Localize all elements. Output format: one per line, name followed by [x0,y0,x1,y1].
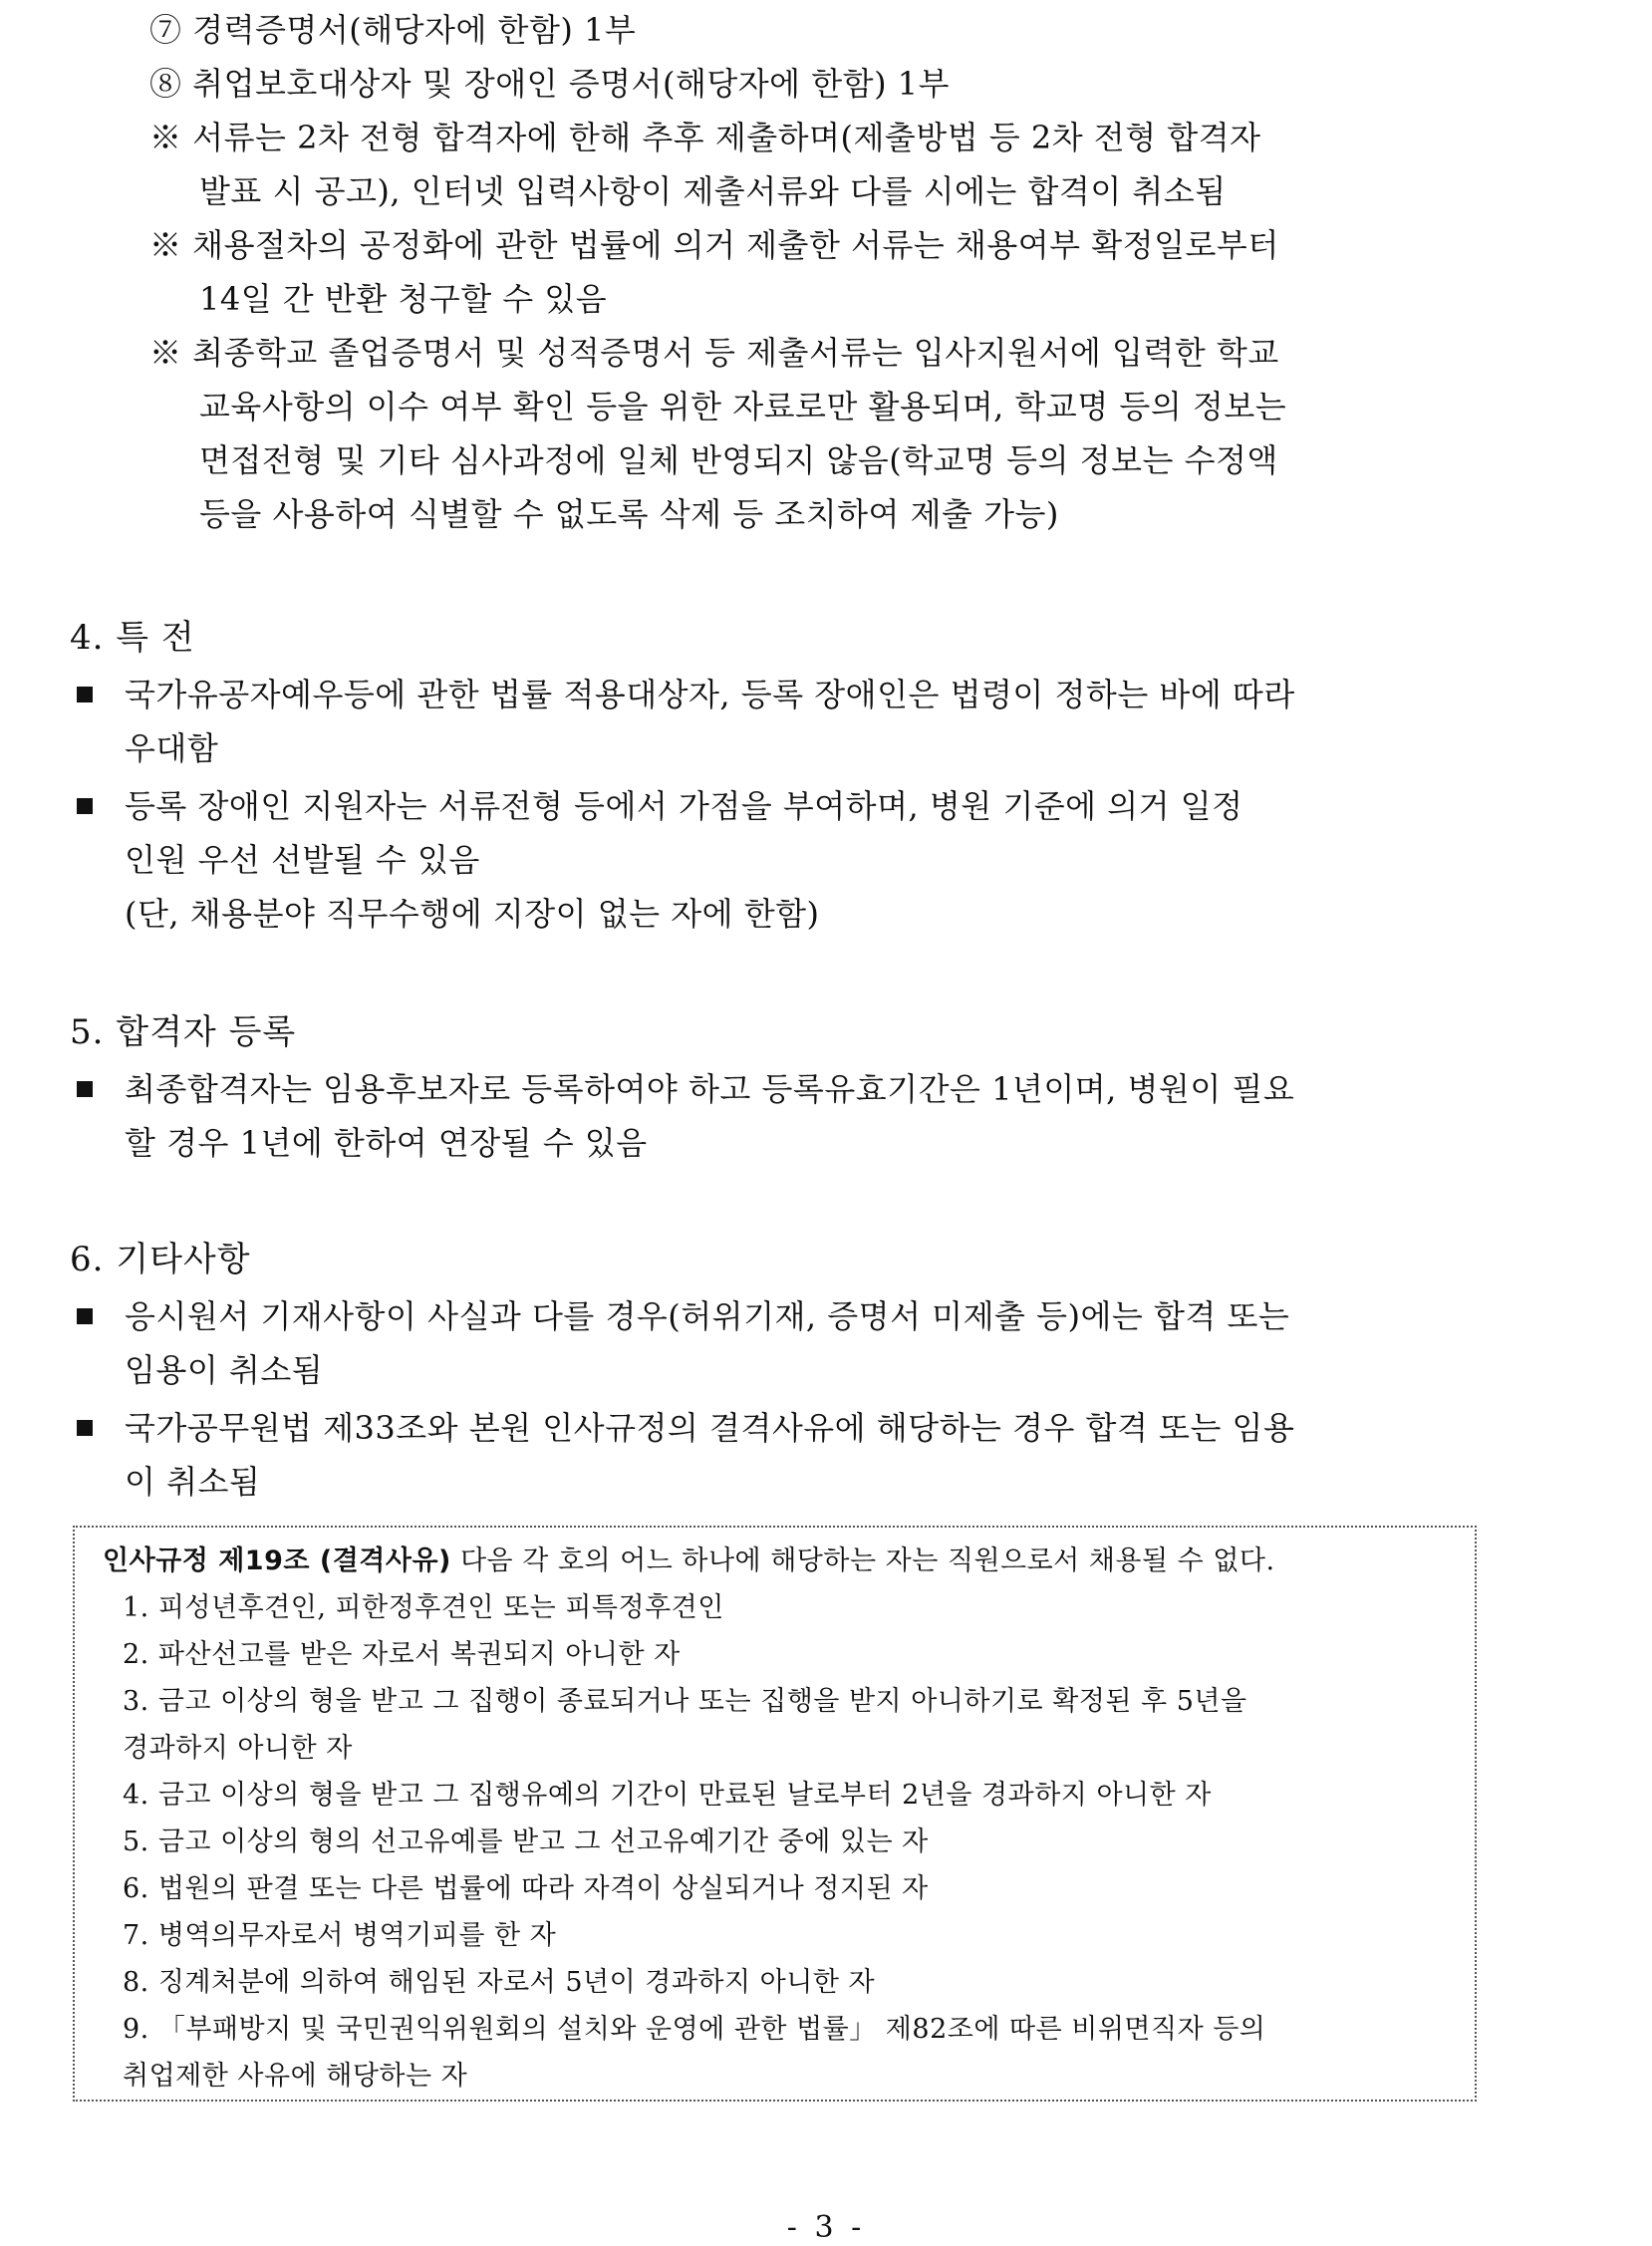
regulation-item-9-line-1: 9. 「부패방지 및 국민권익위원회의 설치와 운영에 관한 법률」 제82조에 따른 비위면직자 등의 [123,2014,1266,2045]
section-5-bullet-1-line-2: 할 경우 1년에 한하여 연장될 수 있음 [125,1124,648,1162]
regulation-title: 인사규정 제19조 (결격사유) [103,1545,451,1576]
doc-note-1-line-1: ※ 서류는 2차 전형 합격자에 한해 추후 제출하며(제출방법 등 2차 전형 합격자 [149,119,1261,156]
doc-item-7: ⑦ 경력증명서(해당자에 한함) 1부 [149,11,637,49]
doc-note-2-line-2: 14일 간 반환 청구할 수 있음 [199,280,608,318]
square-bullet-icon [77,798,93,814]
section-6-heading: 6. 기타사항 [70,1240,251,1279]
square-bullet-icon [77,687,93,702]
regulation-box [73,1526,1477,2102]
section-5-bullet-1-line-1: 최종합격자는 임용후보자로 등록하여야 하고 등록유효기간은 1년이며, 병원이 필요 [125,1070,1295,1108]
regulation-intro: 다음 각 호의 어느 하나에 해당하는 자는 직원으로서 채용될 수 없다. [459,1545,1275,1576]
section-6-bullet-1-line-1: 응시원서 기재사항이 사실과 다를 경우(허위기재, 증명서 미제출 등)에는 합격 또는 [125,1297,1290,1335]
square-bullet-icon [77,1420,93,1436]
regulation-item-2: 2. 파산선고를 받은 자로서 복권되지 아니한 자 [123,1639,681,1670]
section-4-bullet-2-line-2: 인원 우선 선발될 수 있음 [125,841,480,879]
section-6-bullet-1-line-2: 임용이 취소됨 [125,1351,324,1389]
doc-note-3-line-2: 교육사항의 이수 여부 확인 등을 위한 자료로만 활용되며, 학교명 등의 정보는 [199,388,1287,425]
regulation-item-3-line-2: 경과하지 아니한 자 [123,1733,353,1764]
regulation-item-5: 5. 금고 이상의 형의 선고유예를 받고 그 선고유예기간 중에 있는 자 [123,1826,929,1857]
regulation-item-8: 8. 징계처분에 의하여 해임된 자로서 5년이 경과하지 아니한 자 [123,1967,876,1998]
section-4-bullet-2-line-3: (단, 채용분야 직무수행에 지장이 없는 자에 한함) [125,895,820,933]
regulation-item-9-line-2: 취업제한 사유에 해당하는 자 [123,2061,468,2092]
doc-note-3-line-1: ※ 최종학교 졸업증명서 및 성적증명서 등 제출서류는 입사지원서에 입력한 학교 [149,334,1279,372]
regulation-item-3-line-1: 3. 금고 이상의 형을 받고 그 집행이 종료되거나 또는 집행을 받지 아니하기로 확정된 후 5년을 [123,1686,1247,1717]
section-4-heading: 4. 특 전 [70,618,195,658]
square-bullet-icon [77,1308,93,1324]
section-5-heading: 5. 합격자 등록 [70,1012,297,1052]
square-bullet-icon [77,1081,93,1097]
regulation-item-4: 4. 금고 이상의 형을 받고 그 집행유예의 기간이 만료된 날로부터 2년을 경과하지 아니한 자 [123,1780,1212,1811]
section-6-bullet-2-line-2: 이 취소됨 [125,1463,261,1501]
regulation-item-6: 6. 법원의 판결 또는 다른 법률에 따라 자격이 상실되거나 정지된 자 [123,1873,929,1904]
doc-note-1-line-2: 발표 시 공고), 인터넷 입력사항이 제출서류와 다를 시에는 합격이 취소됨 [199,172,1227,210]
section-4-bullet-1-line-2: 우대함 [125,729,219,767]
doc-note-2-line-1: ※ 채용절차의 공정화에 관한 법률에 의거 제출한 서류는 채용여부 확정일로부터 [149,226,1279,264]
section-4-bullet-2-line-1: 등록 장애인 지원자는 서류전형 등에서 가점을 부여하며, 병원 기준에 의거 일정 [125,787,1243,825]
regulation-item-7: 7. 병역의무자로서 병역기피를 한 자 [123,1920,557,1951]
page-number: - 3 - [786,2210,866,2245]
doc-item-8: ⑧ 취업보호대상자 및 장애인 증명서(해당자에 한함) 1부 [149,65,951,103]
section-4-bullet-1-line-1: 국가유공자예우등에 관한 법률 적용대상자, 등록 장애인은 법령이 정하는 바에 따라 [125,676,1295,713]
regulation-heading-line [103,1544,1275,1579]
section-6-bullet-2-line-1: 국가공무원법 제33조와 본원 인사규정의 결격사유에 해당하는 경우 합격 또는 임용 [125,1409,1295,1447]
doc-note-3-line-4: 등을 사용하여 식별할 수 없도록 삭제 등 조치하여 제출 가능) [199,495,1059,533]
regulation-item-1: 1. 피성년후견인, 피한정후견인 또는 피특정후견인 [123,1592,724,1623]
doc-note-3-line-3: 면접전형 및 기타 심사과정에 일체 반영되지 않음(학교명 등의 정보는 수정액 [199,441,1278,479]
